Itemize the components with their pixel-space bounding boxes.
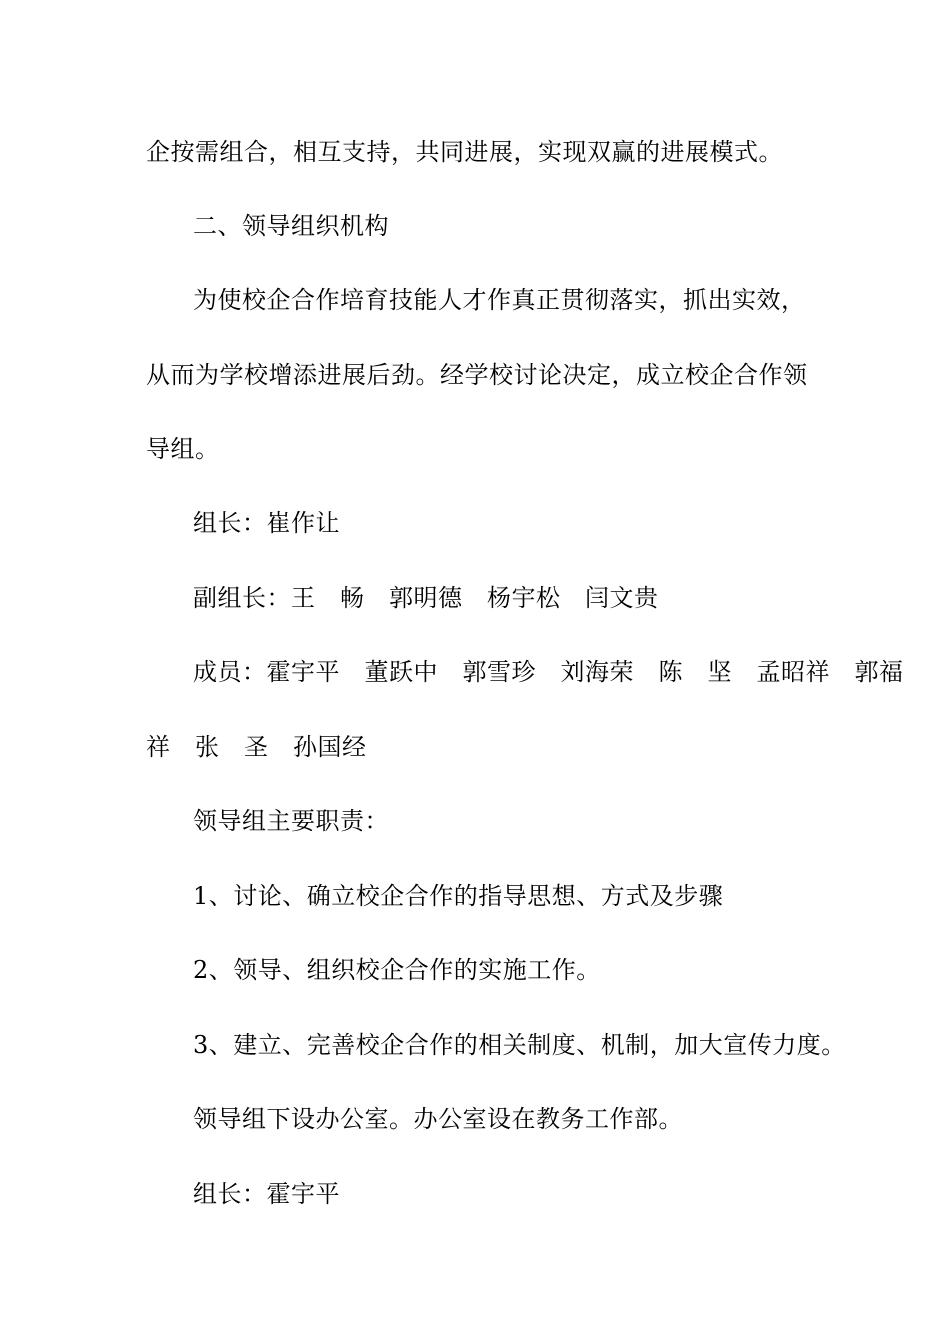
office-leader-line: 组长：霍宇平 <box>193 1180 340 1208</box>
leader-line: 组长：崔作让 <box>193 509 340 537</box>
paragraph-line: 从而为学校增添进展后劲。经学校讨论决定，成立校企合作领 <box>146 361 808 389</box>
section-heading: 二、领导组织机构 <box>193 212 389 240</box>
deputy-leader-line: 副组长：王 畅 郭明德 杨宇松 闫文贵 <box>193 584 659 612</box>
duty-item: 1、讨论、确立校企合作的指导思想、方式及步骤 <box>193 882 724 910</box>
paragraph-line: 企按需组合，相互支持，共同进展，实现双赢的进展模式。 <box>146 138 783 166</box>
paragraph-line: 导组。 <box>146 435 220 463</box>
members-line-continued: 祥 张 圣 孙国经 <box>146 733 367 761</box>
members-line: 成员：霍宇平 董跃中 郭雪珍 刘海荣 陈 坚 孟昭祥 郭福 <box>193 658 904 686</box>
duty-item: 3、建立、完善校企合作的相关制度、机制，加大宣传力度。 <box>193 1031 846 1059</box>
paragraph-line: 领导组下设办公室。办公室设在教务工作部。 <box>193 1105 683 1133</box>
duties-heading: 领导组主要职责： <box>193 807 389 835</box>
paragraph-line: 为使校企合作培育技能人才作真正贯彻落实，抓出实效， <box>193 286 806 314</box>
duty-item: 2、领导、组织校企合作的实施工作。 <box>193 956 601 984</box>
